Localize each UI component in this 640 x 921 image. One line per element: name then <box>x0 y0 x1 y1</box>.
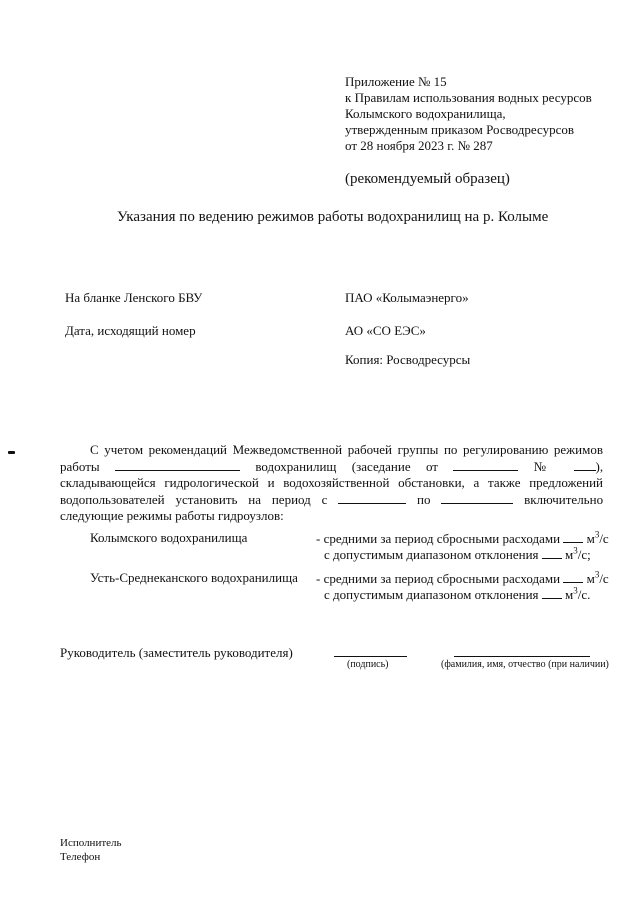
period-start-blank[interactable] <box>338 491 406 504</box>
appendix-line-2: к Правилам использования водных ресурсов <box>345 90 592 105</box>
regime-2-name: Усть-Среднеканского водохранилища <box>90 570 298 585</box>
body-word-meeting: (заседание <box>351 459 411 474</box>
signature-line[interactable] <box>334 656 407 657</box>
body-line-2 <box>60 458 603 475</box>
body-word-raboty: работы <box>60 459 100 474</box>
regime-1-deviation-text: с допустимым диапазоном отклонения <box>324 547 539 562</box>
phone-label: Телефон <box>60 851 101 863</box>
executor-label: Исполнитель <box>60 837 122 849</box>
body-word-inclusive: включительно <box>524 492 604 507</box>
full-name-line[interactable] <box>454 656 590 657</box>
scan-mark <box>8 451 15 454</box>
body-word-ot: от <box>425 459 438 474</box>
document-title: Указания по ведению режимов работы водохранилищ на р. Колыме <box>117 209 549 225</box>
full-name-caption: (фамилия, имя, отчество (при наличии) <box>441 659 609 670</box>
period-end-blank[interactable] <box>441 491 513 504</box>
regime-2-deviation-text: с допустимым диапазоном отклонения <box>324 587 539 602</box>
appendix-line-3: Колымского водохранилища, <box>345 106 506 121</box>
regime-1-deviation-blank[interactable] <box>542 546 562 559</box>
meeting-date-blank[interactable] <box>453 458 518 471</box>
body-word-establish: установить <box>175 492 238 507</box>
appendix-block <box>345 74 635 154</box>
body-close-paren: ), <box>595 459 604 474</box>
signature-head-title: Руководитель (заместитель руководителя) <box>60 645 293 660</box>
reservoirs-blank[interactable] <box>115 458 240 471</box>
appendix-line-4: утвержденным приказом Росводресурсов <box>345 122 574 137</box>
appendix-line-1: Приложение № 15 <box>345 74 447 89</box>
regime-1-flow-text: - средними за период сбросными расходами <box>316 531 561 546</box>
regime-2-flow-blank[interactable] <box>563 570 583 583</box>
body-line-5 <box>60 508 603 524</box>
body-line-1 <box>60 442 603 458</box>
body-paragraph <box>60 442 603 524</box>
regime-2-deviation-unit: $м^3/с$. <box>565 585 591 602</box>
body-line-3 <box>60 475 603 491</box>
body-word-period: период <box>271 492 311 507</box>
regime-2-flow <box>316 570 609 587</box>
regime-1-flow-unit: $м^3/с$ <box>586 529 609 546</box>
regime-2-flow-text: - средними за период сбросными расходами <box>316 571 561 586</box>
letterhead-note: На бланке Ленского БВУ <box>65 290 203 305</box>
body-word-po: по <box>417 492 431 507</box>
appendix-line-5: от 28 ноября 2023 г. № 287 <box>345 138 493 153</box>
body-word-na: на <box>248 492 262 507</box>
body-line-4 <box>60 491 603 508</box>
meeting-number-blank[interactable] <box>574 458 596 471</box>
regime-1-flow-blank[interactable] <box>563 530 583 543</box>
regime-1-name: Колымского водохранилища <box>90 530 248 545</box>
body-line-3-text: складывающейся гидрологической и водохозяйственной обстановки, а также предложений <box>60 475 603 490</box>
body-number-sign: № <box>533 459 559 474</box>
body-line-5-text: следующие режимы работы гидроузлов: <box>60 508 284 523</box>
body-word-reservoirs: водохранилищ <box>255 459 337 474</box>
body-word-s: с <box>321 492 328 507</box>
sample-label: (рекомендуемый образец) <box>345 171 510 187</box>
regime-2-flow-unit: $м^3/с$ <box>586 569 609 586</box>
body-line-1-text: С учетом рекомендаций Межведомственной рабочей группы по регулированию режимов <box>90 442 603 457</box>
regime-2-deviation <box>324 586 590 603</box>
regime-2-deviation-blank[interactable] <box>542 586 562 599</box>
signature-caption: (подпись) <box>347 659 389 670</box>
body-word-water-users: водопользователей <box>60 492 165 507</box>
copy-recipient: Копия: Росводресурсы <box>345 352 471 367</box>
recipient-1: ПАО «Колымаэнерго» <box>345 290 469 305</box>
recipient-2: АО «СО ЕЭС» <box>345 323 426 338</box>
regime-1-deviation <box>324 546 591 563</box>
regime-1-flow <box>316 530 609 547</box>
regime-1-deviation-unit: $м^3/с$; <box>565 545 591 562</box>
date-number-note: Дата, исходящий номер <box>65 323 196 338</box>
